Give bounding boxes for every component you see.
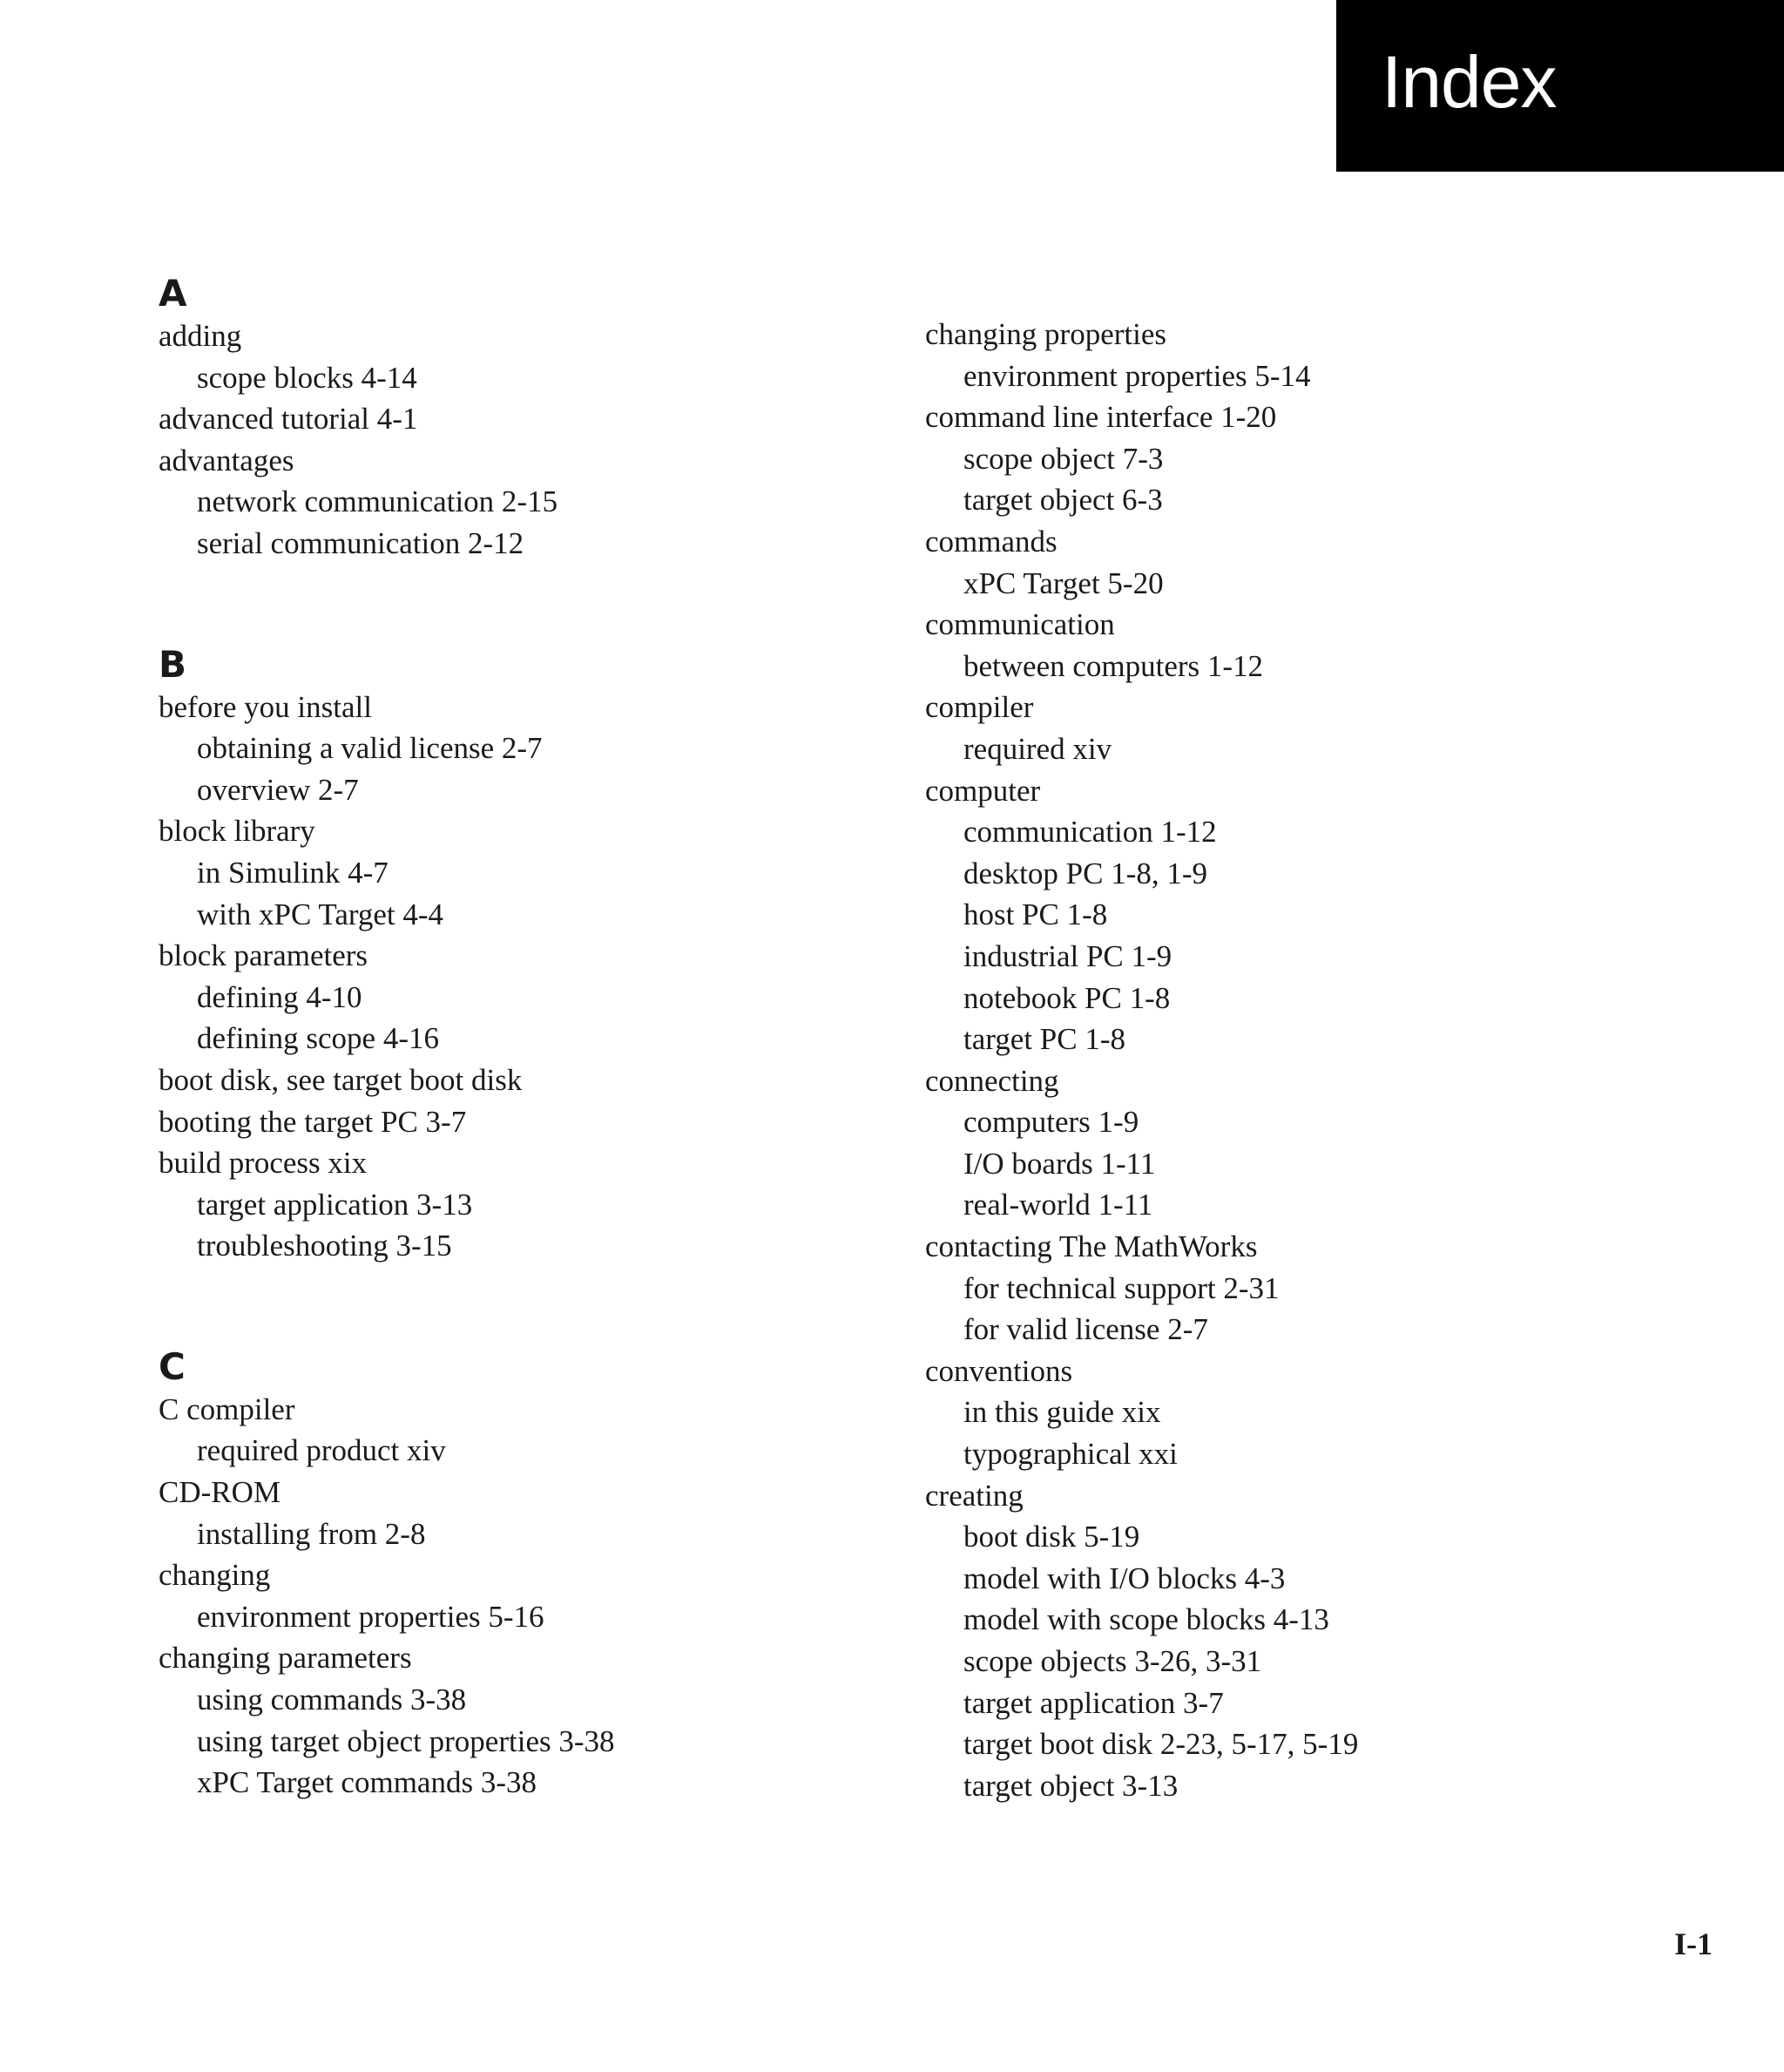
index-subentry: xPC Target 5-20	[963, 565, 1164, 600]
index-subentry: notebook PC 1-8	[963, 980, 1171, 1015]
section-letter-heading: B	[159, 642, 187, 686]
index-subentry: target application 3-7	[963, 1685, 1224, 1720]
index-subentry: computers 1-9	[963, 1105, 1139, 1140]
index-entry: computer	[925, 773, 1041, 808]
index-subentry: using target object properties 3-38	[197, 1723, 615, 1758]
index-subentry: required xiv	[963, 731, 1112, 766]
index-subentry: scope objects 3-26, 3-31	[963, 1644, 1262, 1678]
index-subentry: real-world 1-11	[963, 1188, 1153, 1222]
index-entry: before you install	[159, 689, 372, 724]
page-number: I-1	[1674, 1926, 1713, 1961]
index-entry: adding	[159, 319, 242, 353]
index-entry: conventions	[925, 1353, 1073, 1388]
index-subentry: desktop PC 1-8, 1-9	[963, 856, 1207, 890]
index-subentry: installing from 2-8	[197, 1516, 426, 1551]
index-entry: booting the target PC 3-7	[159, 1104, 467, 1139]
index-subentry: overview 2-7	[197, 772, 359, 807]
index-entry: changing parameters	[159, 1641, 412, 1676]
index-right-column	[925, 314, 1709, 1806]
index-entry: block parameters	[159, 938, 368, 973]
index-subentry: xPC Target commands 3-38	[197, 1765, 537, 1800]
index-entry: changing	[159, 1558, 271, 1593]
index-subentry: target application 3-13	[197, 1187, 473, 1222]
index-subentry: obtaining a valid license 2-7	[197, 731, 543, 766]
index-subentry: with xPC Target 4-4	[197, 897, 444, 931]
section-letter-heading: C	[159, 1344, 186, 1388]
index-entry: block library	[159, 814, 315, 849]
index-subentry: host PC 1-8	[963, 897, 1108, 932]
index-subentry: communication 1-12	[963, 815, 1217, 850]
index-subentry: environment properties 5-14	[963, 358, 1311, 393]
index-subentry: network communication 2-15	[197, 484, 558, 519]
index-entry: advanced tutorial 4-1	[159, 402, 418, 437]
index-subentry: typographical xxi	[963, 1437, 1178, 1472]
index-subentry: scope object 7-3	[963, 441, 1164, 476]
index-subentry: target object 6-3	[963, 483, 1163, 518]
index-subentry: in this guide xix	[963, 1395, 1161, 1430]
index-subentry: target boot disk 2-23, 5-17, 5-19	[963, 1727, 1359, 1762]
index-title-tab	[1336, 0, 1784, 172]
index-subentry: defining scope 4-16	[197, 1021, 439, 1056]
index-entry: changing properties	[925, 317, 1166, 351]
index-entry: compiler	[925, 690, 1034, 725]
index-entry: boot disk, see target boot disk	[159, 1062, 523, 1097]
index-entry: advantages	[159, 443, 294, 477]
section-gap	[159, 565, 908, 643]
index-subentry: target object 3-13	[963, 1768, 1179, 1803]
index-subentry: between computers 1-12	[963, 648, 1264, 683]
index-subentry: defining 4-10	[197, 979, 362, 1014]
index-subentry: for valid license 2-7	[963, 1312, 1208, 1347]
index-subentry: model with scope blocks 4-13	[963, 1602, 1329, 1637]
index-subentry: boot disk 5-19	[963, 1520, 1140, 1554]
index-subentry: scope blocks 4-14	[197, 360, 417, 395]
index-subentry: serial communication 2-12	[197, 525, 524, 560]
index-subentry: for technical support 2-31	[963, 1270, 1280, 1305]
index-left-column	[159, 272, 908, 1804]
section-gap	[159, 1267, 908, 1345]
index-entry: command line interface 1-20	[925, 400, 1277, 435]
index-entry: C compiler	[159, 1391, 295, 1426]
index-entry: build process xix	[159, 1146, 368, 1181]
index-entry: contacting The MathWorks	[925, 1229, 1258, 1264]
index-subentry: I/O boards 1-11	[963, 1146, 1156, 1181]
index-subentry: troubleshooting 3-15	[197, 1229, 452, 1263]
page-title: Index	[1382, 41, 1557, 123]
index-subentry: target PC 1-8	[963, 1022, 1126, 1057]
index-entry: communication	[925, 607, 1115, 642]
index-subentry: in Simulink 4-7	[197, 855, 389, 890]
index-subentry: required product xiv	[197, 1433, 446, 1468]
index-entry: creating	[925, 1478, 1024, 1513]
index-subentry: model with I/O blocks 4-3	[963, 1561, 1286, 1595]
index-entry: connecting	[925, 1063, 1059, 1098]
index-subentry: environment properties 5-16	[197, 1599, 544, 1634]
index-entry: commands	[925, 524, 1058, 559]
section-letter-heading: A	[159, 272, 187, 315]
index-subentry: industrial PC 1-9	[963, 938, 1172, 973]
index-entry: CD-ROM	[159, 1475, 281, 1510]
index-subentry: using commands 3-38	[197, 1683, 467, 1717]
